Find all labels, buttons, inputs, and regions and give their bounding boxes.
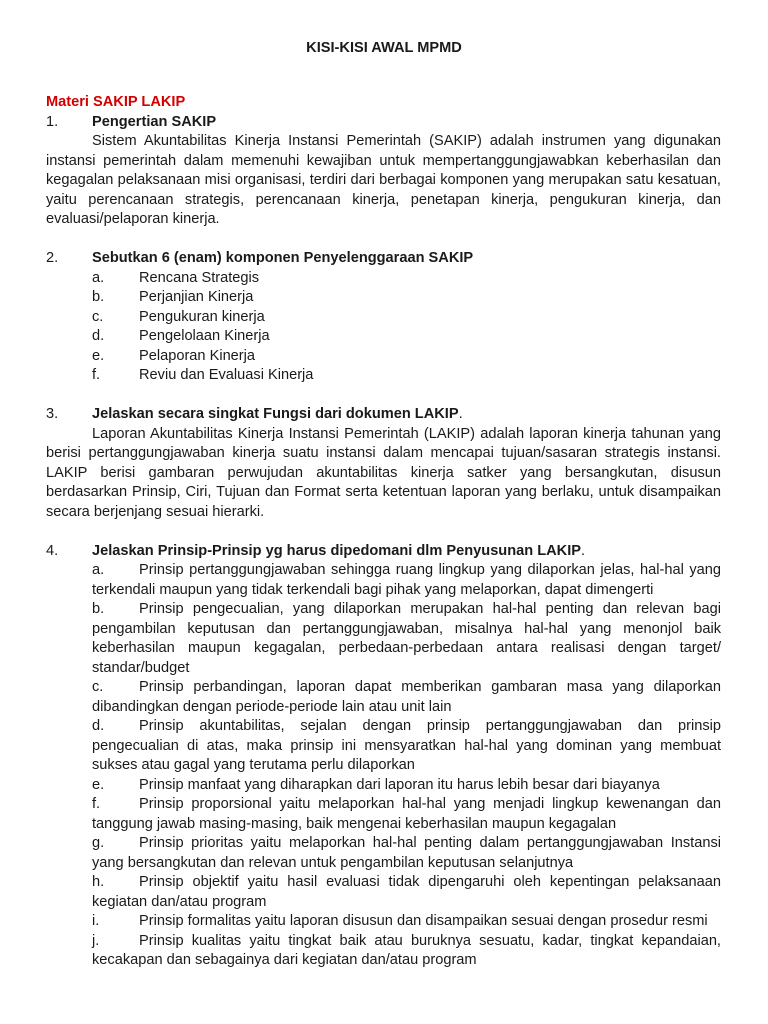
list-text: Prinsip kualitas yaitu tingkat baik atau buruknya sesuatu, kadar, tingkat kepandaian, kecakapan dan sebagainya dari kegiatan dan/atau program — [92, 932, 721, 968]
list-item — [92, 366, 721, 386]
question-number: 2. — [46, 250, 59, 266]
list-item — [92, 912, 721, 932]
list-letter: c. — [92, 679, 104, 695]
list-item — [92, 776, 721, 796]
section-title: Materi SAKIP LAKIP — [46, 94, 186, 110]
list-item — [92, 347, 721, 367]
list-text: Prinsip pertanggungjawaban sehingga ruang lingkup yang dilaporkan jelas, hal-hal yang terkendali maupun yang tidak terkendali bagi pihak yang melaporkan, dapat dimengerti — [92, 562, 721, 598]
list-letter: d. — [92, 718, 105, 734]
list-text: Rencana Strategis — [139, 269, 260, 286]
question-text: Jelaskan secara singkat Fungsi dari dokumen LAKIP — [92, 406, 459, 422]
list-letter: f. — [92, 367, 101, 383]
list-item — [92, 327, 721, 347]
list-text: Prinsip perbandingan, laporan dapat memberikan gambaran masa yang dilaporkan dibandingkan dengan periode-periode lain atau unit lain — [92, 679, 721, 715]
list-item — [92, 561, 721, 600]
list-letter: a. — [92, 269, 105, 286]
list-item — [92, 834, 721, 873]
list-letter: g. — [92, 835, 105, 851]
list-letter: h. — [92, 874, 105, 890]
component-list — [92, 269, 721, 386]
document-title: KISI-KISI AWAL MPMD — [306, 40, 462, 56]
list-text: Prinsip proporsional yaitu melaporkan hal-hal yang menjadi lingkup kewenangan dan tanggung jawab masing-masing, baik mengenai keberhasilan maupun kegagalan — [92, 796, 721, 832]
list-text: Reviu dan Evaluasi Kinerja — [139, 367, 314, 383]
list-text: Pelaporan Kinerja — [139, 347, 256, 364]
list-item — [92, 873, 721, 912]
list-letter: i. — [92, 913, 100, 929]
question-period: . — [581, 542, 586, 559]
list-letter: c. — [92, 308, 104, 325]
list-item — [92, 678, 721, 717]
list-item — [92, 288, 721, 308]
list-letter: d. — [92, 328, 105, 344]
list-text: Pengelolaan Kinerja — [139, 328, 270, 344]
list-text: Prinsip pengecualian, yang dilaporkan merupakan hal-hal penting dan relevan bagi pengambilan keputusan dan pertanggungjawaban, misalnya hal-hal yang menonjol baik keberhasilan maupun kegagalan, perbedaan-perbedaan antara realisasi dengan target/ standar/budget — [92, 601, 721, 676]
list-item — [92, 717, 721, 776]
question-4-heading — [46, 542, 721, 562]
list-letter: e. — [92, 776, 105, 793]
question-number: 3. — [46, 406, 59, 422]
list-item — [92, 795, 721, 834]
list-text: Prinsip prioritas yaitu melaporkan hal-hal penting dalam pertanggungjawaban Instansi yang bersangkutan dan relevan untuk pengambilan keputusan selanjutnya — [92, 835, 721, 871]
question-3-heading — [46, 405, 721, 425]
principle-list — [92, 561, 721, 971]
list-letter: j. — [92, 932, 100, 949]
list-letter: b. — [92, 601, 105, 617]
list-item — [92, 600, 721, 678]
question-3-answer: Laporan Akuntabilitas Kinerja Instansi Pemerintah (LAKIP) adalah laporan kinerja tahunan yang berisi pertanggungjawaban kinerja suatu instansi dalam mencapai tujuan/sasaran strategis instansi. LAKIP berisi gambaran perwujudan akuntabilitas kinerja satker yang bersangkutan, disusun berdasarkan Prinsip, Ciri, Tujuan dan Format serta ketentuan laporan yang berlaku, untuk disampaikan secara berjenjang sesuai hierarki. — [46, 425, 721, 520]
question-period: . — [458, 406, 463, 422]
question-number: 1. — [46, 113, 59, 130]
list-letter: f. — [92, 796, 101, 812]
list-item — [92, 308, 721, 328]
list-text: Perjanjian Kinerja — [139, 289, 254, 305]
question-2-heading — [46, 249, 721, 269]
list-letter: b. — [92, 289, 105, 305]
list-item — [92, 269, 721, 289]
question-1-heading — [46, 113, 721, 133]
list-letter: a. — [92, 562, 105, 578]
list-text: Prinsip formalitas yaitu laporan disusun dan disampaikan sesuai dengan prosedur resmi — [139, 913, 708, 929]
list-text: Prinsip akuntabilitas, sejalan dengan prinsip pertanggungjawaban dan prinsip pengecualian di atas, maka prinsip ini mensyaratkan hal-hal yang dominan yang membuat sukses atau gagal yang terutama perlu dilaporkan — [92, 718, 721, 773]
document-body — [46, 93, 721, 971]
question-1-answer: Sistem Akuntabilitas Kinerja Instansi Pemerintah (SAKIP) adalah instrumen yang digunakan instansi pemerintah dalam memenuhi kewajiban untuk mempertanggungjawabkan keberhasilan dan kegagalan pelaksanaan misi organisasi, terdiri dari berbagai komponen yang merupakan satu kesatuan, yaitu perencanaan strategis, perencanaan kinerja, penetapan kinerja, pengukuran kinerja, dan evaluasi/pelaporan kinerja. — [46, 133, 721, 227]
question-text: Jelaskan Prinsip-Prinsip yg harus dipedomani dlm Penyusunan LAKIP — [92, 542, 582, 559]
question-text: Pengertian SAKIP — [92, 113, 217, 130]
list-item — [92, 932, 721, 971]
list-text: Prinsip manfaat yang diharapkan dari laporan itu harus lebih besar dari biayanya — [139, 776, 660, 793]
question-text: Sebutkan 6 (enam) komponen Penyelenggaraan SAKIP — [92, 250, 474, 266]
question-number: 4. — [46, 542, 59, 559]
list-text: Prinsip objektif yaitu hasil evaluasi tidak dipengaruhi oleh kepentingan pelaksanaan kegiatan dan/atau program — [92, 874, 721, 910]
list-text: Pengukuran kinerja — [139, 308, 265, 325]
list-letter: e. — [92, 347, 105, 364]
